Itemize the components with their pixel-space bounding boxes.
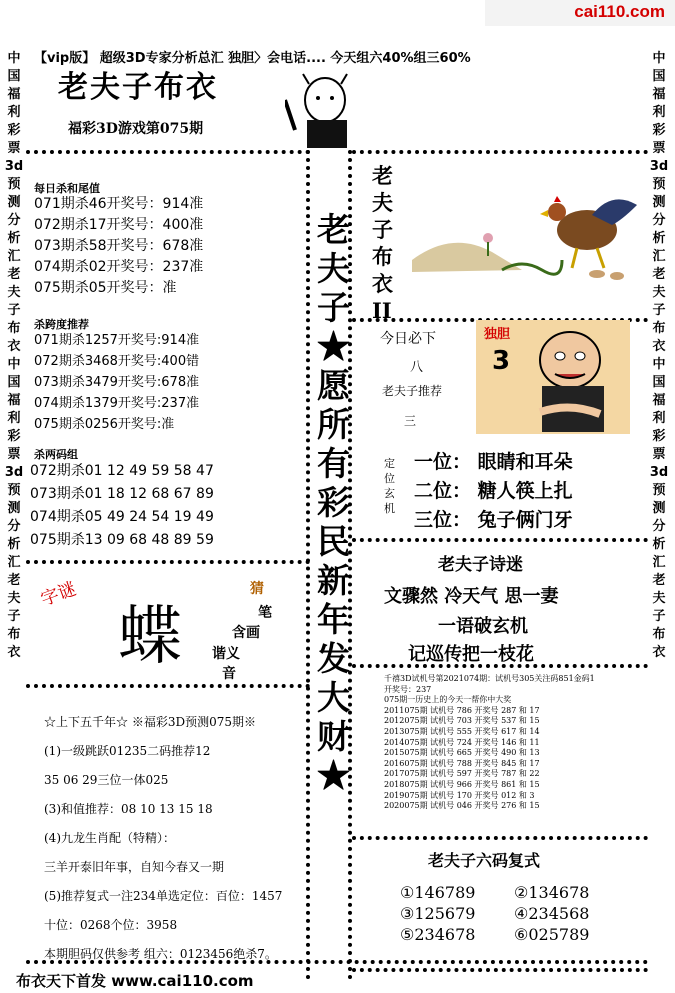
list-item: 071期杀1257开奖号:914准 — [34, 333, 200, 348]
riddle-hint: 笔 — [258, 605, 272, 621]
daily-kill-list — [34, 194, 203, 299]
table-row: 2015075期 试机号 665 开奖号 490 和 13 — [384, 748, 540, 758]
today-label: 今日必下 — [380, 331, 436, 347]
list-item: 071期杀46开奖号：914准 — [34, 196, 204, 212]
old-master-cartoon-icon — [520, 322, 630, 434]
poem-line: 记巡传把一枝花 — [408, 644, 534, 665]
list-item: 十位：0268个位：3958 — [44, 918, 178, 932]
history-head: 开奖号：237 — [384, 684, 432, 694]
rec-label: 老夫子推荐 — [382, 384, 443, 398]
list-item: (1)一级跳跃01235二码推荐12 — [44, 744, 211, 758]
poem-line: 一语破玄机 — [438, 616, 528, 637]
list-item: 35 06 29三位一体025 — [44, 773, 169, 787]
table-row: 2017075期 试机号 597 开奖号 787 和 22 — [384, 769, 540, 779]
list-item: (5)推荐复式一注234单选定位：百位：1457 — [44, 889, 283, 903]
history-head: 千禧3D试机号第2021074期：试机号305关注码851金码1 — [384, 674, 595, 683]
poem-line: 文骤然 冷天气 思一妻 — [384, 586, 559, 607]
list-item: ④234568 — [514, 904, 590, 923]
issue-number: 福彩3D游戏第075期 — [68, 121, 204, 137]
list-item: 075期杀13 09 68 48 89 59 — [30, 532, 214, 548]
list-item: 073期杀3479开奖号:678准 — [34, 375, 200, 390]
span-label: 杀跨度推荐 — [34, 318, 89, 331]
list-item: 074期杀05 49 24 54 19 49 — [30, 509, 214, 525]
list-item: 本期胆码仅供参考 组六：0123456绝杀7。 — [44, 947, 277, 961]
site-logo[interactable]: cai110.com — [574, 2, 665, 21]
pairs-list — [30, 460, 214, 552]
header-line: 【vip版】 超级3D专家分析总汇 独胆〉会电话.... 今天组六40%组三60% — [34, 51, 471, 66]
list-item: 三位： 兔子俩门牙 — [414, 509, 573, 531]
table-row: 2020075期 试机号 046 开奖号 276 和 15 — [384, 801, 540, 811]
table-row: 2018075期 试机号 966 开奖号 861 和 15 — [384, 779, 540, 789]
span-list — [34, 330, 199, 435]
page-title: 老夫子布衣 — [58, 70, 218, 105]
list-item: 073期杀01 18 12 68 67 89 — [30, 486, 214, 502]
list-item: 072期杀17开奖号：400准 — [34, 217, 204, 233]
list-item: ②134678 — [514, 883, 590, 902]
list-item: 二位： 糖人筷上扎 — [414, 480, 573, 502]
list-item: 072期杀01 12 49 59 58 47 — [30, 463, 214, 479]
pairs-label: 杀两码组 — [34, 448, 78, 461]
position-side-label: 定位玄机 — [384, 457, 395, 515]
list-item: ⑥025789 — [514, 925, 590, 944]
list-item: (3)和值推荐：08 10 13 15 18 — [44, 802, 213, 816]
list-item: 三羊开泰旧年事，自知今春又一期 — [44, 860, 225, 874]
old-master-figure-icon — [285, 70, 375, 150]
riddle-hint: 谐义 — [212, 646, 240, 662]
badge-text: 独胆 — [484, 327, 511, 342]
list-item: 072期杀3468开奖号:400错 — [34, 354, 200, 369]
list-item: ③125679 — [400, 904, 476, 923]
table-row: 2016075期 试机号 788 开奖号 845 和 17 — [384, 758, 540, 768]
history-head: 075期一历史上的今天一帮你中大奖 — [384, 695, 512, 705]
rec-value: 三 — [404, 414, 417, 428]
list-item: 075期杀05开奖号：准 — [34, 280, 177, 296]
riddle-mark: 字谜 — [38, 578, 80, 611]
six-code-list — [400, 882, 589, 945]
daily-kill-label: 每日杀和尾值 — [34, 182, 100, 195]
list-item: 一位： 眼睛和耳朵 — [414, 451, 573, 473]
badge-number: 3 — [492, 346, 511, 376]
right-side-text: 中国福利彩票3d预测分析汇老夫子布衣中国福利彩票3d预测分析汇老夫子布衣 — [649, 51, 669, 660]
list-item: (4)九龙生肖配（特精）： — [44, 831, 175, 845]
cartoon-title: 老夫子布衣II — [372, 163, 393, 323]
rooster-scene-icon — [412, 190, 642, 300]
history-block — [384, 674, 595, 812]
footer-text[interactable]: 布衣天下首发 www.cai110.com — [16, 972, 254, 990]
list-item: ☆上下五千年☆ ※福彩3D预测075期※ — [44, 715, 256, 729]
list-item: ①146789 — [400, 883, 476, 902]
riddle-hint: 猜 — [250, 581, 264, 597]
list-item: ⑤234678 — [400, 925, 476, 944]
list-item: 074期杀1379开奖号:237准 — [34, 396, 200, 411]
riddle-hint: 音 — [222, 666, 236, 682]
position-list — [414, 448, 573, 535]
table-row: 2012075期 试机号 703 开奖号 537 和 15 — [384, 716, 540, 726]
riddle-big-char: 蝶 — [118, 600, 182, 674]
list-item: 074期杀02开奖号：237准 — [34, 259, 204, 275]
list-item: 073期杀58开奖号：678准 — [34, 238, 204, 254]
table-row: 2019075期 试机号 170 开奖号 012 和 3 — [384, 790, 535, 800]
riddle-hint: 含画 — [232, 625, 260, 641]
notes-list — [44, 708, 282, 969]
left-side-text: 中国福利彩票3d预测分析汇老夫子布衣中国福利彩票3d预测分析汇老夫子布衣 — [4, 51, 24, 660]
table-row: 2011075期 试机号 786 开奖号 287 和 17 — [384, 705, 540, 715]
list-item: 075期杀0256开奖号:准 — [34, 417, 175, 432]
bottom-border — [26, 960, 648, 964]
today-value: 八 — [410, 360, 424, 375]
poem-title: 老夫子诗迷 — [438, 555, 523, 575]
six-code-title: 老夫子六码复式 — [428, 851, 541, 870]
table-row: 2013075期 试机号 555 开奖号 617 和 14 — [384, 726, 540, 736]
table-row: 2014075期 试机号 724 开奖号 146 和 11 — [384, 737, 540, 747]
vertical-banner: 老夫子★愿所有彩民新年发大财★ — [317, 210, 350, 795]
